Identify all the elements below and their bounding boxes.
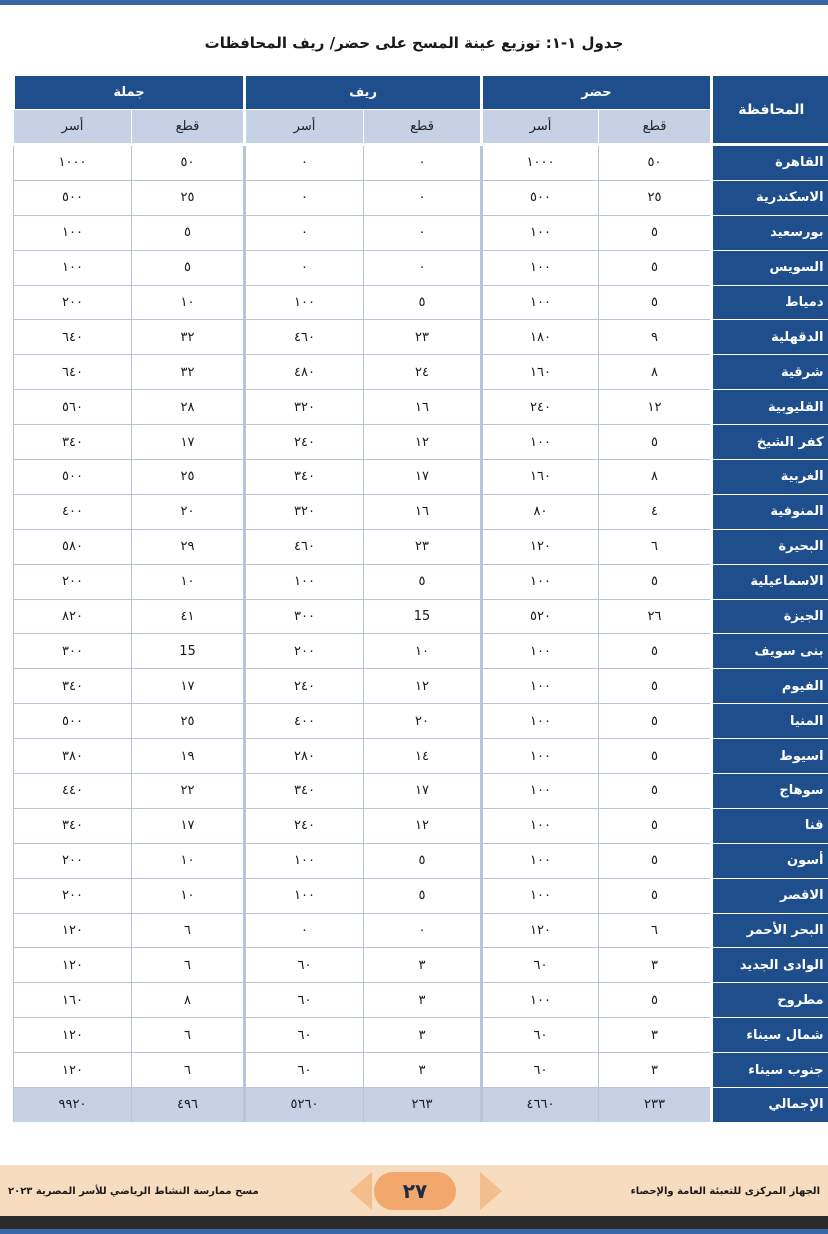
cell-ts: ٦ bbox=[132, 913, 245, 948]
cell-rs: ١٤ bbox=[364, 739, 482, 774]
cell-rh: ٢٨٠ bbox=[245, 739, 364, 774]
cell-us: ٢٥ bbox=[599, 180, 712, 215]
cell-uh: ١٦٠ bbox=[482, 460, 599, 495]
cell-th: ١٠٠٠ bbox=[14, 145, 132, 181]
cell-rh: ٣٤٠ bbox=[245, 774, 364, 809]
cell-ts: ١٧ bbox=[132, 808, 245, 843]
cell-rs: ٢٤ bbox=[364, 355, 482, 390]
cell-th: ٥٠٠ bbox=[14, 460, 132, 495]
cell-uh: ١٠٠ bbox=[482, 808, 599, 843]
cell-rs: ٠ bbox=[364, 250, 482, 285]
cell-us: ٦ bbox=[599, 913, 712, 948]
cell-th: ٦٤٠ bbox=[14, 320, 132, 355]
cell-rh: ٣٢٠ bbox=[245, 494, 364, 529]
table-row bbox=[14, 634, 828, 669]
cell-rh: ٤٨٠ bbox=[245, 355, 364, 390]
cell-th: ٤٠٠ bbox=[14, 494, 132, 529]
cell-ts: ٦ bbox=[132, 1018, 245, 1053]
table-row bbox=[14, 564, 828, 599]
cell-rh: ٠ bbox=[245, 250, 364, 285]
cell-rh: ٢٤٠ bbox=[245, 669, 364, 704]
cell-us: ٤ bbox=[599, 494, 712, 529]
cell-ts: ٢٥ bbox=[132, 180, 245, 215]
cell-uh: ١٠٠ bbox=[482, 739, 599, 774]
governorate-name: المنوفية bbox=[712, 494, 828, 529]
cell-uh: ١٠٠ bbox=[482, 634, 599, 669]
cell-rs: ١٧ bbox=[364, 460, 482, 495]
cell-rh: ٣٢٠ bbox=[245, 390, 364, 425]
cell-uh: ١٠٠ bbox=[482, 774, 599, 809]
footer-agency-name: الجهاز المركزى للتعبئة العامة والإحصاء bbox=[630, 1186, 820, 1197]
table-row bbox=[14, 145, 828, 181]
cell-us: ٩ bbox=[599, 320, 712, 355]
table-row bbox=[14, 599, 828, 634]
cell-uh: ١٠٠ bbox=[482, 425, 599, 460]
governorate-name: قنا bbox=[712, 808, 828, 843]
governorate-name: الاقصر bbox=[712, 878, 828, 913]
cell-rs: ١٦ bbox=[364, 494, 482, 529]
cell-ts: ١٧ bbox=[132, 425, 245, 460]
cell-th: ٥٠٠ bbox=[14, 180, 132, 215]
cell-ts: ٢٠ bbox=[132, 494, 245, 529]
cell-us: ٥ bbox=[599, 808, 712, 843]
cell-ts: ٥ bbox=[132, 250, 245, 285]
governorate-name: الغربية bbox=[712, 460, 828, 495]
cell-ts: ٦ bbox=[132, 948, 245, 983]
cell-th: ٣٤٠ bbox=[14, 808, 132, 843]
cell-us: ٨ bbox=[599, 460, 712, 495]
table-row bbox=[14, 808, 828, 843]
table-row bbox=[14, 1018, 828, 1053]
cell-rs: ٢٠ bbox=[364, 704, 482, 739]
cell-rs: ١٢ bbox=[364, 808, 482, 843]
cell-rh: ٥٢٦٠ bbox=[245, 1088, 364, 1122]
table-row bbox=[14, 494, 828, 529]
table-row bbox=[14, 285, 828, 320]
cell-uh: ٦٠ bbox=[482, 948, 599, 983]
cell-rh: ٦٠ bbox=[245, 948, 364, 983]
cell-uh: ٦٠ bbox=[482, 1053, 599, 1088]
cell-rs: ٥ bbox=[364, 843, 482, 878]
cell-uh: ١٠٠ bbox=[482, 250, 599, 285]
cell-us: ٥ bbox=[599, 878, 712, 913]
cell-th: ٣٨٠ bbox=[14, 739, 132, 774]
cell-rh: ١٠٠ bbox=[245, 843, 364, 878]
cell-th: ٦٤٠ bbox=[14, 355, 132, 390]
cell-th: ١٠٠ bbox=[14, 250, 132, 285]
cell-rs: ٥ bbox=[364, 564, 482, 599]
governorate-name: جنوب سيناء bbox=[712, 1053, 828, 1088]
cell-ts: ٤١ bbox=[132, 599, 245, 634]
cell-rs: ٠ bbox=[364, 180, 482, 215]
cell-rs: ٥ bbox=[364, 878, 482, 913]
cell-us: ٥ bbox=[599, 669, 712, 704]
cell-uh: ١٠٠ bbox=[482, 215, 599, 250]
cell-rs: ١٢ bbox=[364, 425, 482, 460]
cell-us: ٥ bbox=[599, 285, 712, 320]
governorate-name: البحر الأحمر bbox=[712, 913, 828, 948]
governorate-name: اسيوط bbox=[712, 739, 828, 774]
governorate-name: بورسعيد bbox=[712, 215, 828, 250]
cell-rh: ٠ bbox=[245, 145, 364, 181]
cell-rh: ٤٦٠ bbox=[245, 529, 364, 564]
cell-rh: ٢٤٠ bbox=[245, 425, 364, 460]
table-row bbox=[14, 250, 828, 285]
subheader-total-households: أسر bbox=[14, 110, 132, 145]
cell-uh: ١٠٠ bbox=[482, 285, 599, 320]
cell-ts: ١٧ bbox=[132, 669, 245, 704]
cell-us: ٥ bbox=[599, 704, 712, 739]
cell-uh: ٥٠٠ bbox=[482, 180, 599, 215]
survey-sample-table bbox=[12, 76, 828, 1122]
table-body bbox=[14, 145, 828, 1122]
governorate-name: مطروح bbox=[712, 983, 828, 1018]
cell-rh: ٤٦٠ bbox=[245, 320, 364, 355]
header-governorate: المحافظة bbox=[712, 76, 828, 145]
cell-rh: ١٠٠ bbox=[245, 285, 364, 320]
cell-th: ١٢٠ bbox=[14, 948, 132, 983]
cell-us: ٥ bbox=[599, 250, 712, 285]
cell-th: ١٢٠ bbox=[14, 1053, 132, 1088]
cell-uh: ١٠٠ bbox=[482, 983, 599, 1018]
top-accent-bar bbox=[0, 0, 828, 5]
cell-rs: ٠ bbox=[364, 913, 482, 948]
cell-us: ٥ bbox=[599, 425, 712, 460]
total-row bbox=[14, 1088, 828, 1122]
table-row bbox=[14, 529, 828, 564]
governorate-name: السويس bbox=[712, 250, 828, 285]
cell-ts: ٢٨ bbox=[132, 390, 245, 425]
cell-rs: ١٧ bbox=[364, 774, 482, 809]
cell-uh: ٥٢٠ bbox=[482, 599, 599, 634]
governorate-name: القاهرة bbox=[712, 145, 828, 181]
governorate-name: دمياط bbox=[712, 285, 828, 320]
cell-rh: ٦٠ bbox=[245, 1018, 364, 1053]
governorate-name: الدقهلية bbox=[712, 320, 828, 355]
cell-rs: ٣ bbox=[364, 948, 482, 983]
table-row bbox=[14, 460, 828, 495]
cell-uh: ٨٠ bbox=[482, 494, 599, 529]
cell-uh: ١٦٠ bbox=[482, 355, 599, 390]
subheader-urban-households: أسر bbox=[482, 110, 599, 145]
cell-th: ٢٠٠ bbox=[14, 564, 132, 599]
cell-uh: ١٠٠ bbox=[482, 843, 599, 878]
governorate-name: الجيزة bbox=[712, 599, 828, 634]
cell-uh: ٢٤٠ bbox=[482, 390, 599, 425]
cell-uh: ٤٦٦٠ bbox=[482, 1088, 599, 1122]
header-rural: ريف bbox=[245, 76, 482, 110]
footer-survey-name: مسح ممارسة النشاط الرياضي للأسر المصرية ٢٠٢٣ bbox=[8, 1186, 259, 1197]
subheader-urban-segments: قطع bbox=[599, 110, 712, 145]
cell-th: ٣٤٠ bbox=[14, 669, 132, 704]
table-row bbox=[14, 425, 828, 460]
cell-us: ٢٣٣ bbox=[599, 1088, 712, 1122]
table-row bbox=[14, 390, 828, 425]
cell-us: ٣ bbox=[599, 1053, 712, 1088]
cell-rh: ٤٠٠ bbox=[245, 704, 364, 739]
table-row bbox=[14, 320, 828, 355]
cell-th: ٢٠٠ bbox=[14, 878, 132, 913]
table-row bbox=[14, 669, 828, 704]
subheader-rural-segments: قطع bbox=[364, 110, 482, 145]
cell-rh: ٠ bbox=[245, 913, 364, 948]
cell-uh: ١٠٠ bbox=[482, 669, 599, 704]
table-row bbox=[14, 180, 828, 215]
cell-uh: ١٠٠ bbox=[482, 564, 599, 599]
cell-th: ٣٠٠ bbox=[14, 634, 132, 669]
governorate-name: شرقية bbox=[712, 355, 828, 390]
cell-rs: ٢٦٣ bbox=[364, 1088, 482, 1122]
cell-th: ٥٨٠ bbox=[14, 529, 132, 564]
cell-th: ٢٠٠ bbox=[14, 843, 132, 878]
cell-rh: ١٠٠ bbox=[245, 564, 364, 599]
cell-uh: ١٠٠ bbox=[482, 704, 599, 739]
cell-us: ٨ bbox=[599, 355, 712, 390]
table-row bbox=[14, 215, 828, 250]
cell-us: ٣ bbox=[599, 948, 712, 983]
cell-th: ٥٠٠ bbox=[14, 704, 132, 739]
cell-us: ١٢ bbox=[599, 390, 712, 425]
governorate-name: الاسكندرية bbox=[712, 180, 828, 215]
cell-ts: ١٠ bbox=[132, 564, 245, 599]
governorate-name: الفيوم bbox=[712, 669, 828, 704]
table-row bbox=[14, 1053, 828, 1088]
table-row bbox=[14, 913, 828, 948]
table-row bbox=[14, 355, 828, 390]
governorate-name: الاسماعيلية bbox=[712, 564, 828, 599]
cell-rh: ١٠٠ bbox=[245, 878, 364, 913]
table-row bbox=[14, 739, 828, 774]
cell-us: ٥ bbox=[599, 843, 712, 878]
cell-ts: ٢٥ bbox=[132, 704, 245, 739]
table-row bbox=[14, 774, 828, 809]
cell-rs: ٣ bbox=[364, 1018, 482, 1053]
table-row bbox=[14, 948, 828, 983]
cell-rh: ٢٤٠ bbox=[245, 808, 364, 843]
governorate-name: الوادى الجديد bbox=[712, 948, 828, 983]
cell-th: ١٢٠ bbox=[14, 913, 132, 948]
cell-th: ٢٠٠ bbox=[14, 285, 132, 320]
cell-us: ٥ bbox=[599, 634, 712, 669]
cell-uh: ١٢٠ bbox=[482, 529, 599, 564]
page-number: ٢٧ bbox=[374, 1172, 456, 1210]
cell-ts: ٦ bbox=[132, 1053, 245, 1088]
governorate-name: بنى سويف bbox=[712, 634, 828, 669]
cell-th: ٨٢٠ bbox=[14, 599, 132, 634]
cell-rs: ٣ bbox=[364, 983, 482, 1018]
cell-th: ٣٤٠ bbox=[14, 425, 132, 460]
footer-arrow-right bbox=[480, 1172, 502, 1210]
cell-ts: ٤٩٦ bbox=[132, 1088, 245, 1122]
cell-us: ٥٠ bbox=[599, 145, 712, 181]
cell-rh: ٢٠٠ bbox=[245, 634, 364, 669]
cell-th: ١٠٠ bbox=[14, 215, 132, 250]
subheader-rural-households: أسر bbox=[245, 110, 364, 145]
cell-rs: ٠ bbox=[364, 145, 482, 181]
cell-uh: ١٠٠٠ bbox=[482, 145, 599, 181]
cell-us: ٢٦ bbox=[599, 599, 712, 634]
cell-rh: ٦٠ bbox=[245, 983, 364, 1018]
table-row bbox=[14, 983, 828, 1018]
cell-rs: ٣ bbox=[364, 1053, 482, 1088]
cell-uh: ١٨٠ bbox=[482, 320, 599, 355]
governorate-name: القليوبية bbox=[712, 390, 828, 425]
cell-uh: ٦٠ bbox=[482, 1018, 599, 1053]
cell-th: ١٦٠ bbox=[14, 983, 132, 1018]
cell-us: ٥ bbox=[599, 215, 712, 250]
cell-th: ٩٩٢٠ bbox=[14, 1088, 132, 1122]
cell-ts: ١٠ bbox=[132, 878, 245, 913]
cell-ts: 15 bbox=[132, 634, 245, 669]
cell-ts: ١٠ bbox=[132, 285, 245, 320]
cell-rs: ١٢ bbox=[364, 669, 482, 704]
cell-ts: ٥ bbox=[132, 215, 245, 250]
cell-rh: ٣٠٠ bbox=[245, 599, 364, 634]
governorate-name: شمال سيناء bbox=[712, 1018, 828, 1053]
cell-rh: ٦٠ bbox=[245, 1053, 364, 1088]
table-row bbox=[14, 878, 828, 913]
governorate-name: البحيرة bbox=[712, 529, 828, 564]
cell-ts: ١٠ bbox=[132, 843, 245, 878]
table-row bbox=[14, 843, 828, 878]
header-total: جملة bbox=[14, 76, 245, 110]
cell-ts: ٣٢ bbox=[132, 355, 245, 390]
cell-ts: ٢٥ bbox=[132, 460, 245, 495]
header-urban: حضر bbox=[482, 76, 712, 110]
cell-rh: ٠ bbox=[245, 215, 364, 250]
cell-ts: ١٩ bbox=[132, 739, 245, 774]
table-title: جدول ١-١: توزيع عينة المسح على حضر/ ريف المحافظات bbox=[204, 34, 624, 52]
cell-us: ٥ bbox=[599, 774, 712, 809]
cell-us: ٥ bbox=[599, 564, 712, 599]
governorate-name: الإجمالي bbox=[712, 1088, 828, 1122]
footer-arrow-left bbox=[350, 1172, 372, 1210]
cell-us: ٦ bbox=[599, 529, 712, 564]
cell-th: ٤٤٠ bbox=[14, 774, 132, 809]
cell-ts: ٣٢ bbox=[132, 320, 245, 355]
cell-rh: ٠ bbox=[245, 180, 364, 215]
cell-rh: ٣٤٠ bbox=[245, 460, 364, 495]
cell-us: ٣ bbox=[599, 1018, 712, 1053]
cell-th: ٥٦٠ bbox=[14, 390, 132, 425]
governorate-name: كفر الشيخ bbox=[712, 425, 828, 460]
governorate-name: المنيا bbox=[712, 704, 828, 739]
subheader-total-segments: قطع bbox=[132, 110, 245, 145]
cell-rs: ١٦ bbox=[364, 390, 482, 425]
cell-ts: ٥٠ bbox=[132, 145, 245, 181]
cell-th: ١٢٠ bbox=[14, 1018, 132, 1053]
cell-rs: ٠ bbox=[364, 215, 482, 250]
cell-rs: ٥ bbox=[364, 285, 482, 320]
governorate-name: سوهاج bbox=[712, 774, 828, 809]
cell-uh: ١٢٠ bbox=[482, 913, 599, 948]
cell-rs: ١٠ bbox=[364, 634, 482, 669]
cell-us: ٥ bbox=[599, 983, 712, 1018]
cell-rs: 15 bbox=[364, 599, 482, 634]
governorate-name: أسون bbox=[712, 843, 828, 878]
cell-ts: ٨ bbox=[132, 983, 245, 1018]
cell-uh: ١٠٠ bbox=[482, 878, 599, 913]
cell-ts: ٢٢ bbox=[132, 774, 245, 809]
cell-us: ٥ bbox=[599, 739, 712, 774]
cell-rs: ٢٣ bbox=[364, 320, 482, 355]
cell-rs: ٢٣ bbox=[364, 529, 482, 564]
cell-ts: ٢٩ bbox=[132, 529, 245, 564]
bottom-accent-line bbox=[0, 1229, 828, 1234]
table-row bbox=[14, 704, 828, 739]
